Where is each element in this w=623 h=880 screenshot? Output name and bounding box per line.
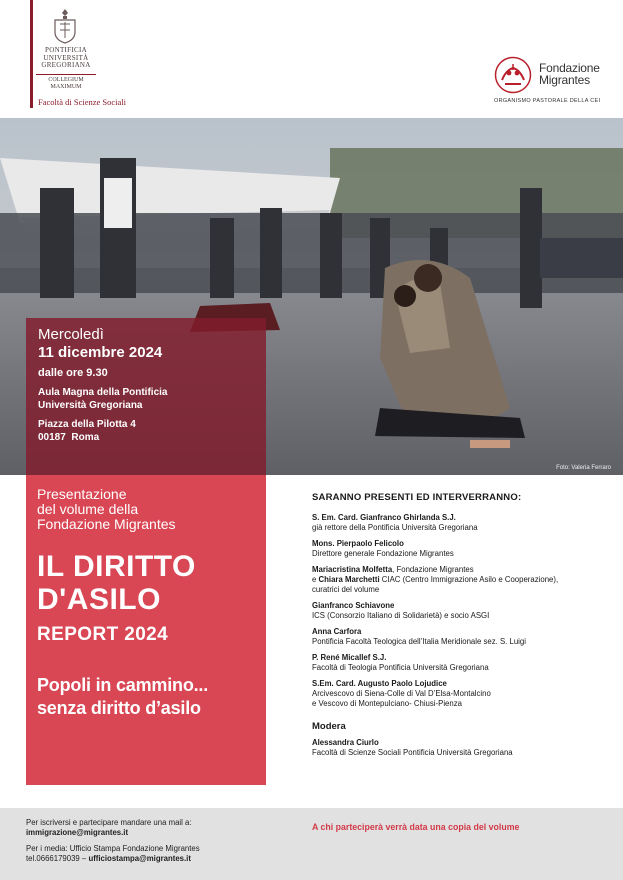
speaker-name: Mons. Pierpaolo Felicolo bbox=[312, 539, 404, 548]
foundation-logo bbox=[494, 54, 614, 110]
register-email-link[interactable]: immigrazione@migrantes.it bbox=[26, 828, 129, 837]
event-address-line: Piazza della Pilotta 4 bbox=[38, 419, 136, 430]
book-subtitle-line: Popoli in cammino... bbox=[37, 675, 209, 695]
media-phone: tel.0666179039 – bbox=[26, 854, 89, 863]
university-crest-icon bbox=[52, 8, 78, 44]
presentation-line: Fondazione Migrantes bbox=[37, 516, 176, 532]
speaker-role: Facoltà di Teologia Pontificia Università Gregoriana bbox=[312, 663, 489, 672]
book-title-line: D'ASILO bbox=[37, 583, 161, 616]
speaker-item bbox=[312, 601, 612, 621]
presentation-line: Presentazione bbox=[37, 486, 127, 502]
moderator-item bbox=[312, 738, 612, 758]
college-name bbox=[36, 74, 96, 90]
speaker-name: P. René Micallef S.J. bbox=[312, 653, 387, 662]
university-name bbox=[36, 47, 96, 70]
event-day: Mercoledì bbox=[38, 326, 104, 343]
register-text: Per iscriversi e partecipare mandare una mail a: bbox=[26, 818, 192, 827]
speaker-item bbox=[312, 679, 612, 709]
university-name-line: PONTIFICIA bbox=[45, 46, 87, 54]
speaker-item bbox=[312, 539, 612, 559]
event-date-box bbox=[26, 318, 266, 475]
speaker-role: e Vescovo di Montepulciano- Chiusi-Pienza bbox=[312, 699, 462, 708]
speaker-affiliation: CIAC (Centro Immigrazione Asilo e Cooperazione), bbox=[379, 575, 559, 584]
speaker-conjunction: e bbox=[312, 575, 319, 584]
presentation-text bbox=[37, 487, 266, 532]
speaker-role: Arcivescovo di Siena-Colle di Val D’Elsa-Montalcino bbox=[312, 689, 491, 698]
university-name-line: UNIVERSITÀ bbox=[43, 53, 89, 62]
volume-note: A chi parteciperà verrà data una copia del volume bbox=[312, 822, 520, 832]
foundation-name-line: Fondazione bbox=[539, 61, 600, 75]
speaker-role: ICS (Consorzio Italiano di Solidarietà) e socio ASGI bbox=[312, 611, 490, 620]
event-venue-line: Aula Magna della Pontificia bbox=[38, 387, 168, 398]
event-time: dalle ore 9.30 bbox=[38, 367, 108, 379]
book-title-line: IL DIRITTO bbox=[37, 550, 196, 583]
presentation-line: del volume della bbox=[37, 501, 139, 517]
event-venue bbox=[38, 386, 266, 412]
speaker-role: Direttore generale Fondazione Migrantes bbox=[312, 549, 454, 558]
header bbox=[0, 0, 623, 118]
speaker-affiliation: , Fondazione Migrantes bbox=[392, 565, 474, 574]
speaker-name: Gianfranco Schiavone bbox=[312, 601, 395, 610]
foundation-subtitle: ORGANISMO PASTORALE DELLA CEI bbox=[494, 98, 601, 104]
foundation-name-line: Migrantes bbox=[539, 73, 590, 87]
speaker-name: Mariacristina Molfetta bbox=[312, 565, 393, 574]
event-venue-line: Università Gregoriana bbox=[38, 400, 143, 411]
book-panel bbox=[26, 475, 266, 785]
footer bbox=[0, 808, 623, 880]
speaker-item bbox=[312, 653, 612, 673]
moderator-name: Alessandra Ciurlo bbox=[312, 738, 379, 747]
university-name-line: GREGORIANA bbox=[41, 61, 91, 69]
speaker-role: curatrici del volume bbox=[312, 585, 380, 594]
speaker-name: Anna Carfora bbox=[312, 627, 362, 636]
speakers-heading: SARANNO PRESENTI ED INTERVERRANNO: bbox=[312, 492, 522, 503]
photo-credit: Foto: Valeria Ferraro bbox=[556, 465, 611, 471]
event-address-line: 00187 Roma bbox=[38, 432, 100, 443]
media-text: Per i media: Ufficio Stampa Fondazione Migrantes bbox=[26, 844, 200, 853]
speakers-section bbox=[312, 492, 612, 764]
book-subtitle bbox=[37, 674, 266, 720]
speaker-role: Pontificia Facoltà Teologica dell’Italia Meridionale sez. S. Luigi bbox=[312, 637, 526, 646]
college-name-line: COLLEGIUM bbox=[48, 77, 84, 83]
report-label: REPORT 2024 bbox=[37, 624, 169, 645]
event-address bbox=[38, 418, 266, 444]
university-logo-bar bbox=[30, 0, 33, 108]
speaker-role: già rettore della Pontificia Università Gregoriana bbox=[312, 523, 478, 532]
speaker-item bbox=[312, 565, 612, 595]
speaker-name: Chiara Marchetti bbox=[318, 575, 380, 584]
foundation-emblem-icon bbox=[494, 56, 532, 94]
speaker-name: S. Em. Card. Gianfranco Ghirlanda S.J. bbox=[312, 513, 456, 522]
speaker-item bbox=[312, 627, 612, 647]
media-email-link[interactable]: ufficiostampa@migrantes.it bbox=[88, 854, 191, 863]
speaker-item bbox=[312, 513, 612, 533]
event-date: 11 dicembre 2024 bbox=[38, 344, 163, 361]
speaker-name: S.Em. Card. Augusto Paolo Lojudice bbox=[312, 679, 447, 688]
moderator-role: Facoltà di Scienze Sociali Pontificia Università Gregoriana bbox=[312, 748, 513, 757]
foundation-name bbox=[539, 62, 600, 86]
book-title bbox=[37, 550, 266, 616]
college-name-line: MAXIMUM bbox=[50, 83, 82, 90]
faculty-name: Facoltà di Scienze Sociali bbox=[38, 97, 127, 107]
book-subtitle-line: senza diritto d’asilo bbox=[37, 698, 201, 718]
footer-contacts bbox=[26, 818, 200, 864]
moderator-heading: Modera bbox=[312, 721, 346, 732]
